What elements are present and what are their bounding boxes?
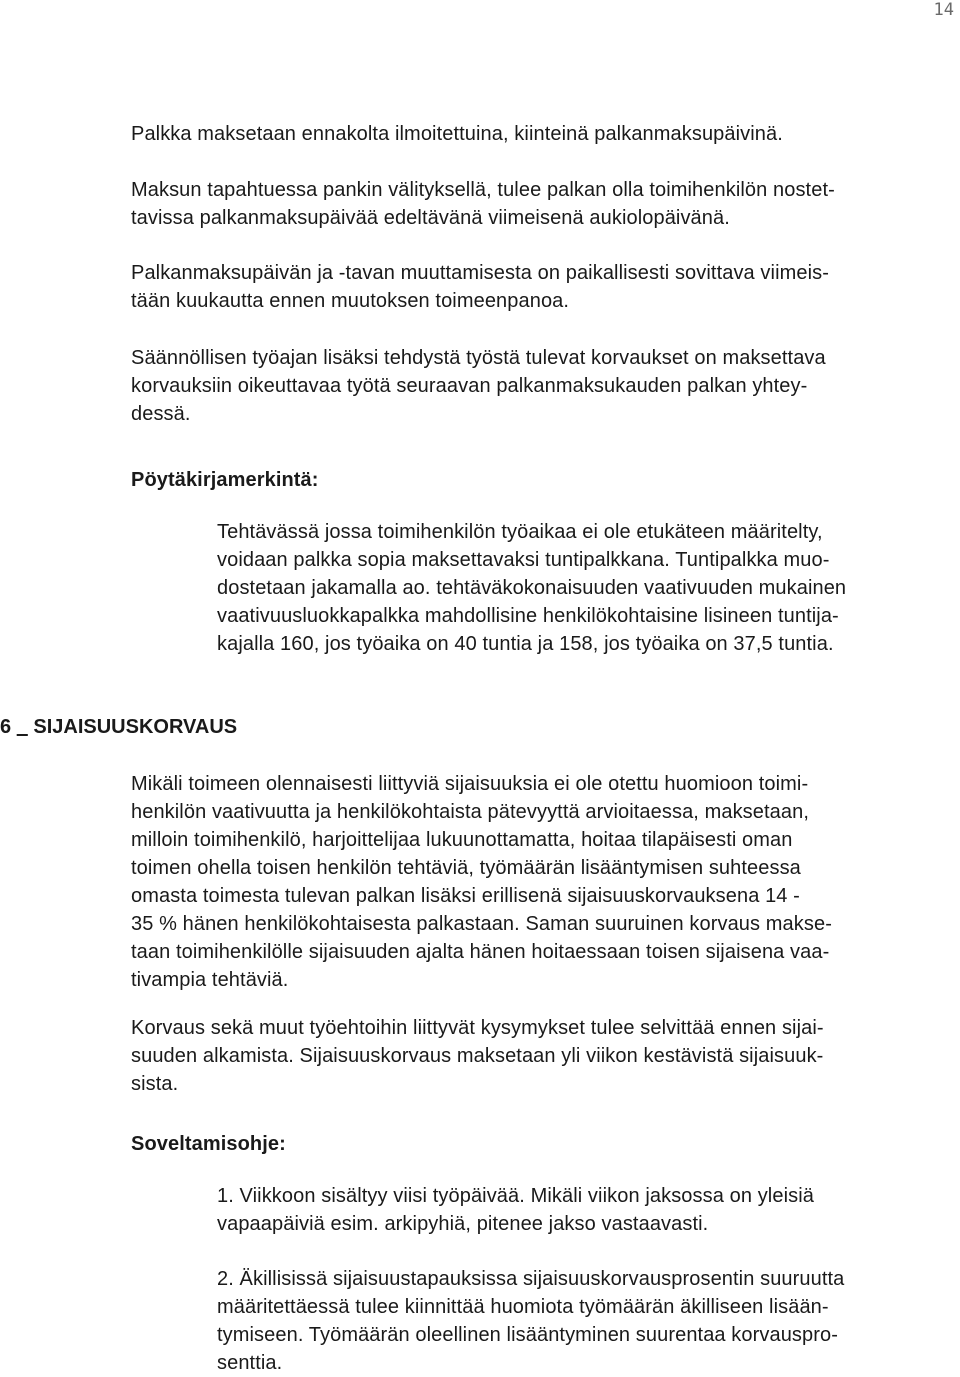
note-body [217,518,846,658]
text-line: Mikäli toimeen olennaisesti liittyviä sijaisuuksia ei ole otettu huomioon toimi- [131,773,809,795]
section-title: SIJAISUUSKORVAUS [33,716,238,738]
text-line: Palkanmaksupäivän ja -tavan muuttamisesta on paikallisesti sovittava viimeis- [131,262,830,284]
text-line: määritettäessä tulee kiinnittää huomiota työmäärän äkilliseen lisään- [217,1296,829,1318]
page-number: 14 [933,0,954,20]
text-line: tivampia tehtäviä. [131,969,289,991]
section-heading [0,713,237,741]
paragraph-substitution-compensation [131,770,832,994]
text-line: sista. [131,1073,179,1095]
paragraph-settlement [131,1014,824,1098]
text-line: Palkka maksetaan ennakolta ilmoitettuina, kiinteinä palkanmaksupäivinä. [131,123,783,145]
guidance-item [217,1265,844,1377]
text-line: toimen ohella toisen henkilön tehtäviä, työmäärän lisääntymisen suhteessa [131,857,801,879]
note-heading: Pöytäkirjamerkintä: [131,469,319,491]
text-line: milloin toimihenkilö, harjoittelijaa lukuunottamatta, hoitaa tilapäisesti oman [131,829,793,851]
text-line: kajalla 160, jos työaika on 40 tuntia ja 158, jos työaika on 37,5 tuntia. [217,633,834,655]
paragraph-bank-transfer [131,176,835,232]
text-line: dessä. [131,403,191,425]
text-line: Korvaus sekä muut työehtoihin liittyvät kysymykset tulee selvittää ennen sijai- [131,1017,824,1039]
text-line: vaativuusluokkapalkka mahdollisine henkilökohtaisine lisineen tuntija- [217,605,839,627]
guidance-item [217,1182,814,1238]
text-line: voidaan palkka sopia maksettavaksi tuntipalkkana. Tuntipalkka muo- [217,549,830,571]
text-line: vapaapäiviä esim. arkipyhiä, pitenee jakso vastaavasti. [217,1213,709,1235]
section-number: 6 [0,716,12,738]
text-line: tavissa palkanmaksupäivää edeltävänä viimeisenä aukiolopäivänä. [131,207,730,229]
text-line: 2. Äkillisissä sijaisuustapauksissa sijaisuuskorvausprosentin suuruutta [217,1268,845,1290]
text-line: henkilön vaativuutta ja henkilökohtaista pätevyyttä arvioitaessa, maksetaan, [131,801,809,823]
text-line: 35 % hänen henkilökohtaisesta palkastaan. Saman suuruinen korvaus makse- [131,913,832,935]
text-line: tymiseen. Työmäärän oleellinen lisääntyminen suurentaa korvauspro- [217,1324,839,1346]
guidance-heading: Soveltamisohje: [131,1133,286,1155]
text-line: Säännöllisen työajan lisäksi tehdystä työstä tulevat korvaukset on maksettava [131,347,826,369]
text-line: Tehtävässä jossa toimihenkilön työaikaa ei ole etukäteen määritelty, [217,521,823,543]
text-line: Maksun tapahtuessa pankin välityksellä, tulee palkan olla toimihenkilön nostet- [131,179,835,201]
text-line: taan toimihenkilölle sijaisuuden ajalta hänen hoitaessaan toisen sijaisena vaa- [131,941,830,963]
paragraph-payment-days [131,120,783,148]
text-line: korvauksiin oikeuttavaa työtä seuraavan palkanmaksukauden palkan yhtey- [131,375,808,397]
paragraph-overtime-compensation [131,344,826,428]
text-line: omasta toimesta tulevan palkan lisäksi erillisenä sijaisuuskorvauksena 14 - [131,885,800,907]
text-line: dostetaan jakamalla ao. tehtäväkokonaisuuden vaativuuden mukainen [217,577,847,599]
text-line: tään kuukautta ennen muutoksen toimeenpanoa. [131,290,570,312]
paragraph-change-of-payday [131,259,829,315]
text-line: 1. Viikkoon sisältyy viisi työpäivää. Mikäli viikon jaksossa on yleisiä [217,1185,814,1207]
text-line: senttia. [217,1352,283,1374]
text-line: suuden alkamista. Sijaisuuskorvaus maksetaan yli viikon kestävistä sijaisuuk- [131,1045,824,1067]
